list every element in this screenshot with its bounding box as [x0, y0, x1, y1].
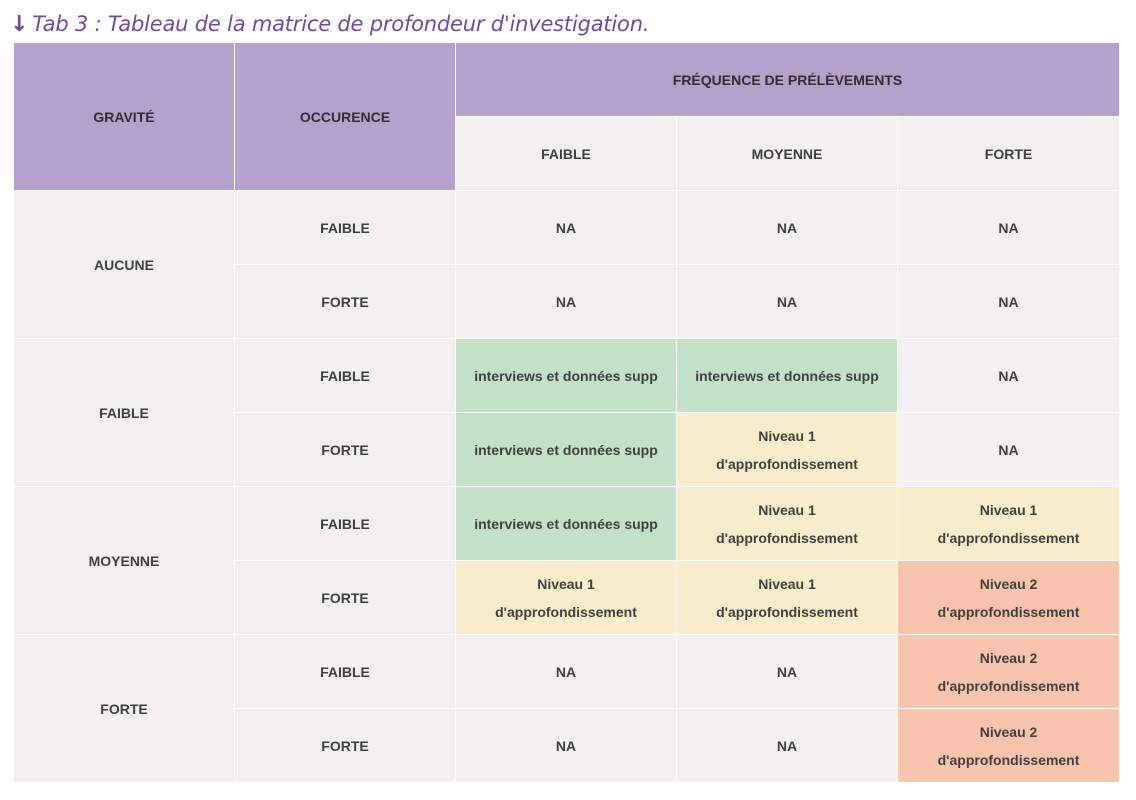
matrix-cell: NA: [677, 191, 898, 265]
table-row: [14, 191, 1120, 265]
matrix-cell: Niveau 1 d'approfondissement: [677, 413, 898, 487]
header-frequence: FRÉQUENCE DE PRÉLÈVEMENTS: [456, 43, 1120, 117]
matrix-cell: NA: [898, 339, 1120, 413]
matrix-body: [14, 191, 1120, 783]
matrix-cell: interviews et données supp: [677, 339, 898, 413]
gravity-cell: FORTE: [14, 635, 235, 783]
matrix-cell: interviews et données supp: [456, 413, 677, 487]
header-freq-forte: FORTE: [898, 117, 1120, 191]
matrix-cell: NA: [456, 191, 677, 265]
matrix-cell: Niveau 2 d'approfondissement: [898, 635, 1120, 709]
header-freq-moyenne: MOYENNE: [677, 117, 898, 191]
matrix-cell: NA: [456, 635, 677, 709]
matrix-cell: NA: [677, 709, 898, 783]
occurrence-cell: FAIBLE: [235, 339, 456, 413]
matrix-cell: NA: [898, 191, 1120, 265]
occurrence-cell: FAIBLE: [235, 487, 456, 561]
matrix-cell: NA: [898, 413, 1120, 487]
matrix-cell: NA: [456, 265, 677, 339]
matrix-cell: Niveau 1 d'approfondissement: [898, 487, 1120, 561]
table-row: [14, 635, 1120, 709]
matrix-cell: Niveau 2 d'approfondissement: [898, 709, 1120, 783]
occurrence-cell: FORTE: [235, 709, 456, 783]
occurrence-cell: FORTE: [235, 413, 456, 487]
occurrence-cell: FORTE: [235, 561, 456, 635]
matrix-cell: interviews et données supp: [456, 487, 677, 561]
header-gravite: GRAVITÉ: [14, 43, 235, 191]
occurrence-cell: FORTE: [235, 265, 456, 339]
caption-text: Tab 3 : Tableau de la matrice de profondeur d'investigation.: [32, 12, 650, 36]
investigation-matrix-table: [13, 42, 1120, 783]
matrix-cell: Niveau 2 d'approfondissement: [898, 561, 1120, 635]
matrix-cell: NA: [898, 265, 1120, 339]
matrix-cell: Niveau 1 d'approfondissement: [677, 487, 898, 561]
arrow-down-icon: ↓: [10, 11, 29, 37]
gravity-cell: FAIBLE: [14, 339, 235, 487]
table-row: [14, 339, 1120, 413]
gravity-cell: MOYENNE: [14, 487, 235, 635]
header-freq-faible: FAIBLE: [456, 117, 677, 191]
gravity-cell: AUCUNE: [14, 191, 235, 339]
occurrence-cell: FAIBLE: [235, 191, 456, 265]
header-occurence: OCCURENCE: [235, 43, 456, 191]
matrix-cell: NA: [677, 635, 898, 709]
matrix-cell: NA: [456, 709, 677, 783]
matrix-cell: interviews et données supp: [456, 339, 677, 413]
matrix-cell: Niveau 1 d'approfondissement: [456, 561, 677, 635]
occurrence-cell: FAIBLE: [235, 635, 456, 709]
table-row: [14, 487, 1120, 561]
matrix-cell: Niveau 1 d'approfondissement: [677, 561, 898, 635]
table-caption: [10, 9, 649, 39]
matrix-cell: NA: [677, 265, 898, 339]
